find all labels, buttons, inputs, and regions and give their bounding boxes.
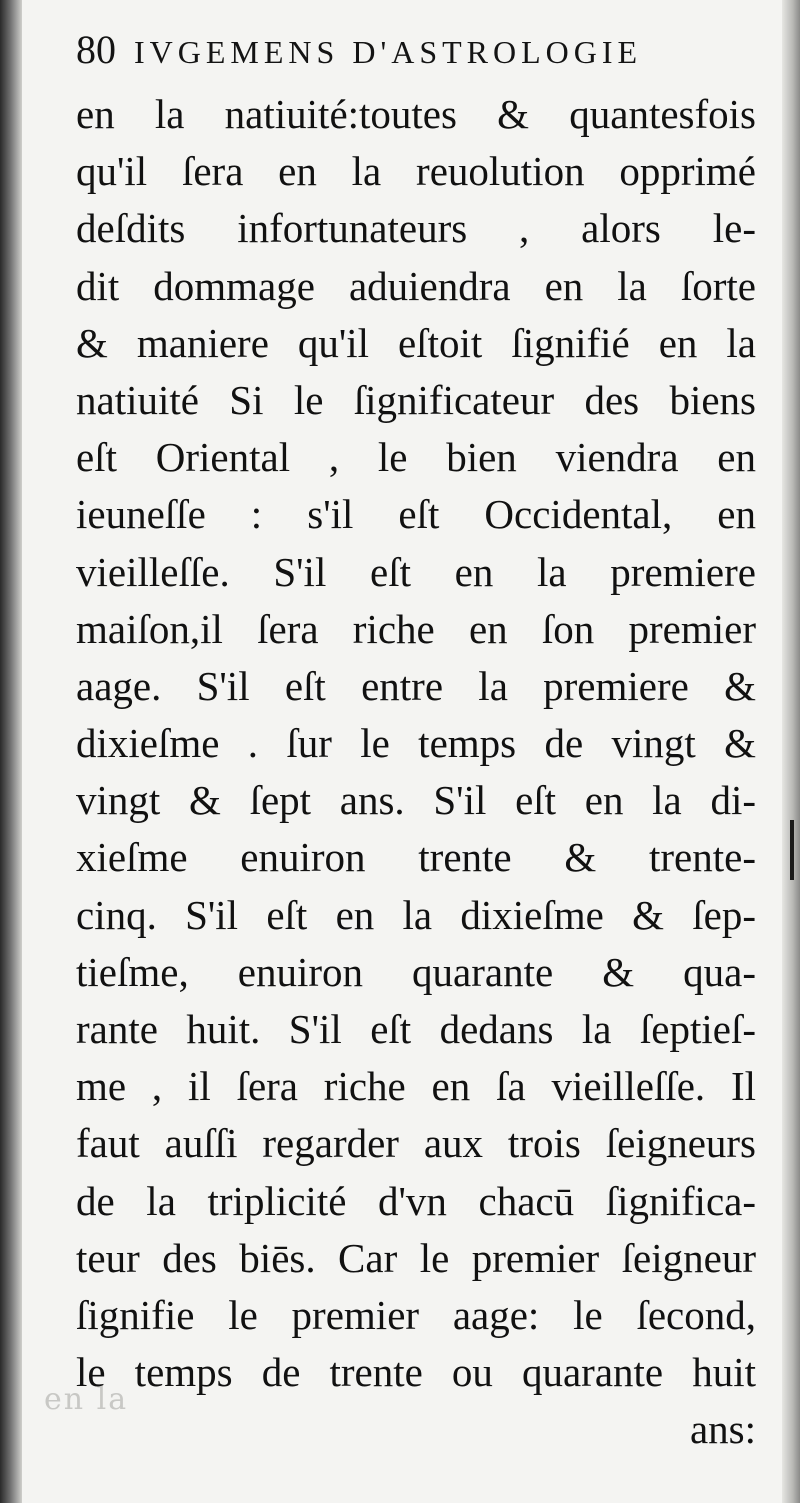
text-line: qu'il ſera en la reuolution opprimé <box>76 148 756 195</box>
text-line: dixieſme . ſur le temps de vingt & <box>76 720 756 767</box>
text-line: rante huit. S'il eſt dedans la ſeptieſ- <box>76 1006 756 1052</box>
text-line: faut auſſi regarder aux trois ſeigneurs <box>76 1120 756 1167</box>
text-line: vingt & ſept ans. S'il eſt en la di- <box>76 777 756 824</box>
text-line: cinq. S'il eſt en la dixieſme & ſep- <box>76 891 756 938</box>
text-line: tieſme, enuiron quarante & qua- <box>76 948 756 995</box>
text-line: ieuneſſe : s'il eſt Occidental, en <box>76 491 756 538</box>
text-line: le temps de trente ou quarante huit <box>76 1349 756 1396</box>
text-line: maiſon,il ſera riche en ſon premier <box>76 605 756 652</box>
page-number: 80 <box>76 27 116 72</box>
page-edge-shadow <box>782 0 800 1503</box>
running-head: IVGEMENS D'ASTROLOGIE <box>134 34 643 70</box>
text-line: deſdits infortunateurs , alors le- <box>76 205 756 252</box>
text-line: eſt Oriental , le bien viendra en <box>76 434 756 481</box>
text-line: aage. S'il eſt entre la premiere & <box>76 662 756 709</box>
text-line: me , il ſera riche en ſa vieilleſſe. Il <box>76 1063 756 1110</box>
text-line: de la triplicité d'vn chacū ſignifica- <box>76 1177 756 1224</box>
text-line: vieilleſſe. S'il eſt en la premiere <box>76 548 756 595</box>
text-line: natiuité Si le ſignificateur des biens <box>76 376 756 423</box>
text-line: xieſme enuiron trente & trente- <box>76 834 756 881</box>
text-line: ſignifie le premier aage: le ſecond, <box>76 1291 756 1338</box>
text-line: teur des biēs. Car le premier ſeigneur <box>76 1234 756 1281</box>
body-text <box>76 86 756 1459</box>
bleed-through-text: en la <box>44 1382 129 1417</box>
page-header <box>76 26 766 86</box>
text-line: dit dommage aduiendra en la ſorte <box>76 262 756 309</box>
text-line: en la natiuité:toutes & quantesfois <box>76 91 756 137</box>
text-line: & maniere qu'il eſtoit ſignifié en la <box>76 319 756 366</box>
catchword: ans: <box>689 1406 756 1453</box>
page-edge-mark <box>790 820 794 880</box>
page-binding-shadow <box>0 0 22 1503</box>
